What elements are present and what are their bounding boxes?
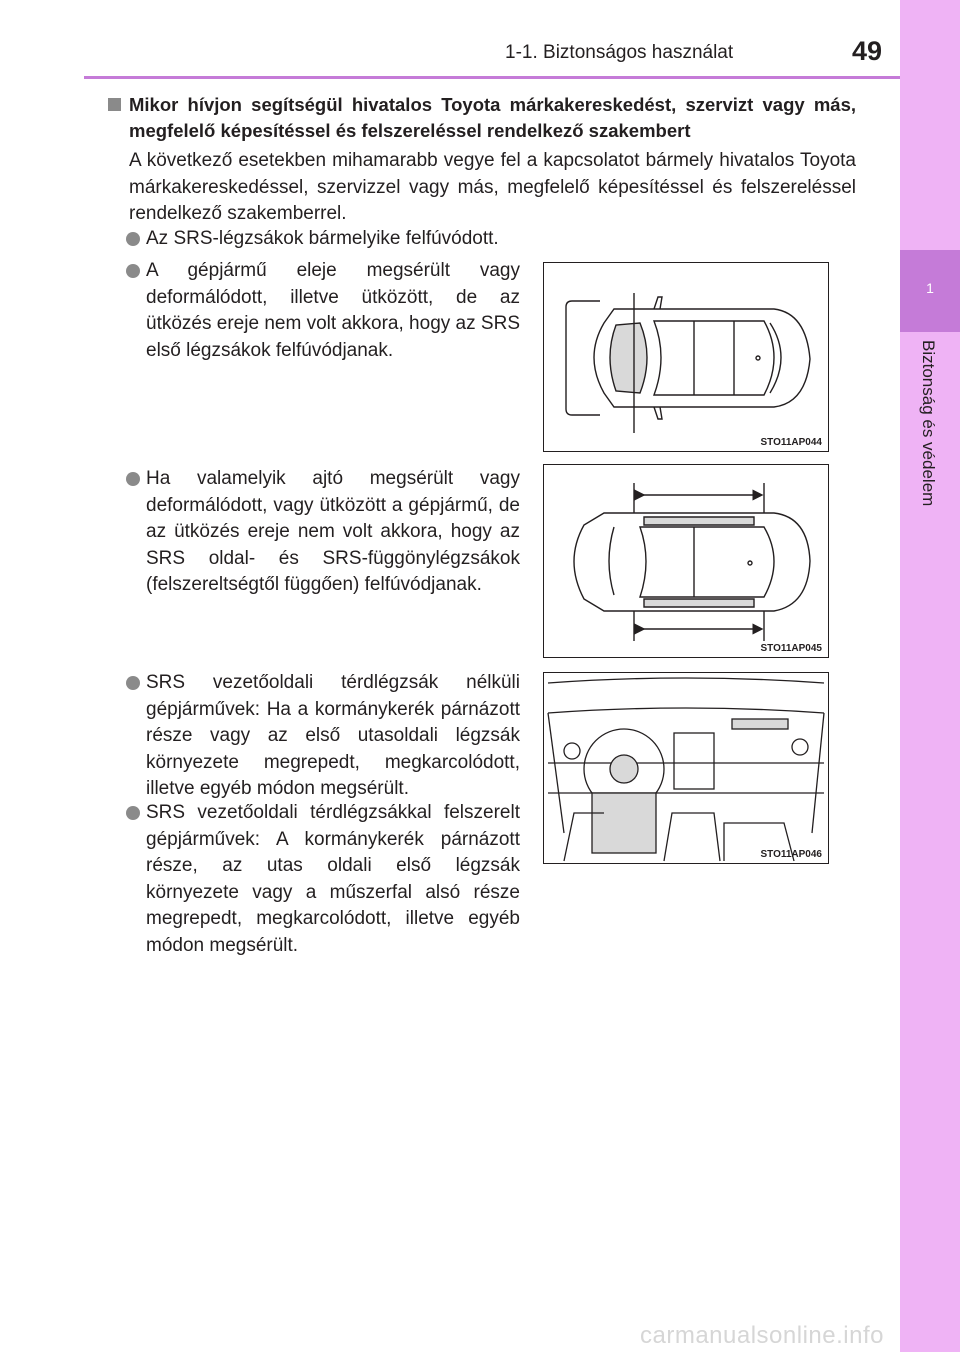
list-item-text: SRS vezetőoldali térdlégzsák nélküli gépjárművek: Ha a kormánykerék párnázott része vagy az első utasoldali légzsák környezete megrepedt, megkarcolódott, illetve egyéb módon megsérült. — [146, 672, 520, 799]
section-heading — [108, 92, 856, 144]
list-item-text: SRS vezetőoldali térdlégzsákkal felszerelt gépjárművek: A kormánykerék párnázott része, az utas oldali első légzsák környezete vagy a műszerfal alsó része megrepedt, megkarcolódott, illetve egyéb módon megsérült. — [146, 802, 520, 956]
list-item — [126, 226, 566, 253]
intro-paragraph: A következő esetekben mihamarabb vegye fel a kapcsolatot bármely hivatalos Toyota márkakereskedéssel, szervizzel vagy más, megfelelő képesítéssel és felszereléssel rendelkező szakemberrel. — [129, 150, 856, 224]
car-top-view-illustration — [544, 263, 828, 451]
section-heading-text: Mikor hívjon segítségül hivatalos Toyota márkakereskedést, szervizt vagy más, megfelelő képesítéssel és felszereléssel rendelkező szakembert — [129, 94, 856, 141]
figure-front-impact — [543, 262, 829, 452]
circle-bullet-icon — [126, 806, 140, 820]
circle-bullet-icon — [126, 264, 140, 278]
figure-dashboard — [543, 672, 829, 864]
list-item-text: Ha valamelyik ajtó megsérült vagy deformálódott, vagy ütközött a gépjármű, de az ütközés ereje nem volt akkora, hogy az SRS oldal- és SRS-függönylégzsákok (felszereltségtől függően) felfúvódjanak. — [146, 468, 520, 595]
figure-label: STO11AP045 — [760, 643, 822, 654]
dashboard-interior-illustration — [544, 673, 828, 863]
list-item-text: Az SRS-légzsákok bármelyike felfúvódott. — [146, 228, 499, 249]
running-header-title: 1-1. Biztonságos használat — [505, 42, 734, 63]
circle-bullet-icon — [126, 472, 140, 486]
figure-label: STO11AP046 — [760, 849, 822, 860]
chapter-title: Biztonság és védelem — [919, 340, 938, 507]
figure-label: STO11AP044 — [760, 437, 822, 448]
list-item — [126, 800, 520, 959]
page-number: 49 — [852, 36, 883, 66]
list-item — [126, 258, 520, 364]
circle-bullet-icon — [126, 676, 140, 690]
chapter-sidebar — [900, 0, 960, 1352]
chapter-number: 1 — [926, 280, 934, 296]
circle-bullet-icon — [126, 232, 140, 246]
watermark: carmanualsonline.info — [640, 1322, 884, 1349]
figure-side-impact — [543, 464, 829, 658]
list-item — [126, 670, 520, 803]
list-item — [126, 466, 520, 599]
header-divider — [84, 76, 900, 79]
square-bullet-icon — [108, 98, 121, 111]
car-top-view-side-illustration — [544, 465, 828, 657]
list-item-text: A gépjármű eleje megsérült vagy deformálódott, illetve ütközött, de az ütközés ereje nem volt akkora, hogy az SRS első légzsákok felfúvódjanak. — [146, 260, 520, 361]
